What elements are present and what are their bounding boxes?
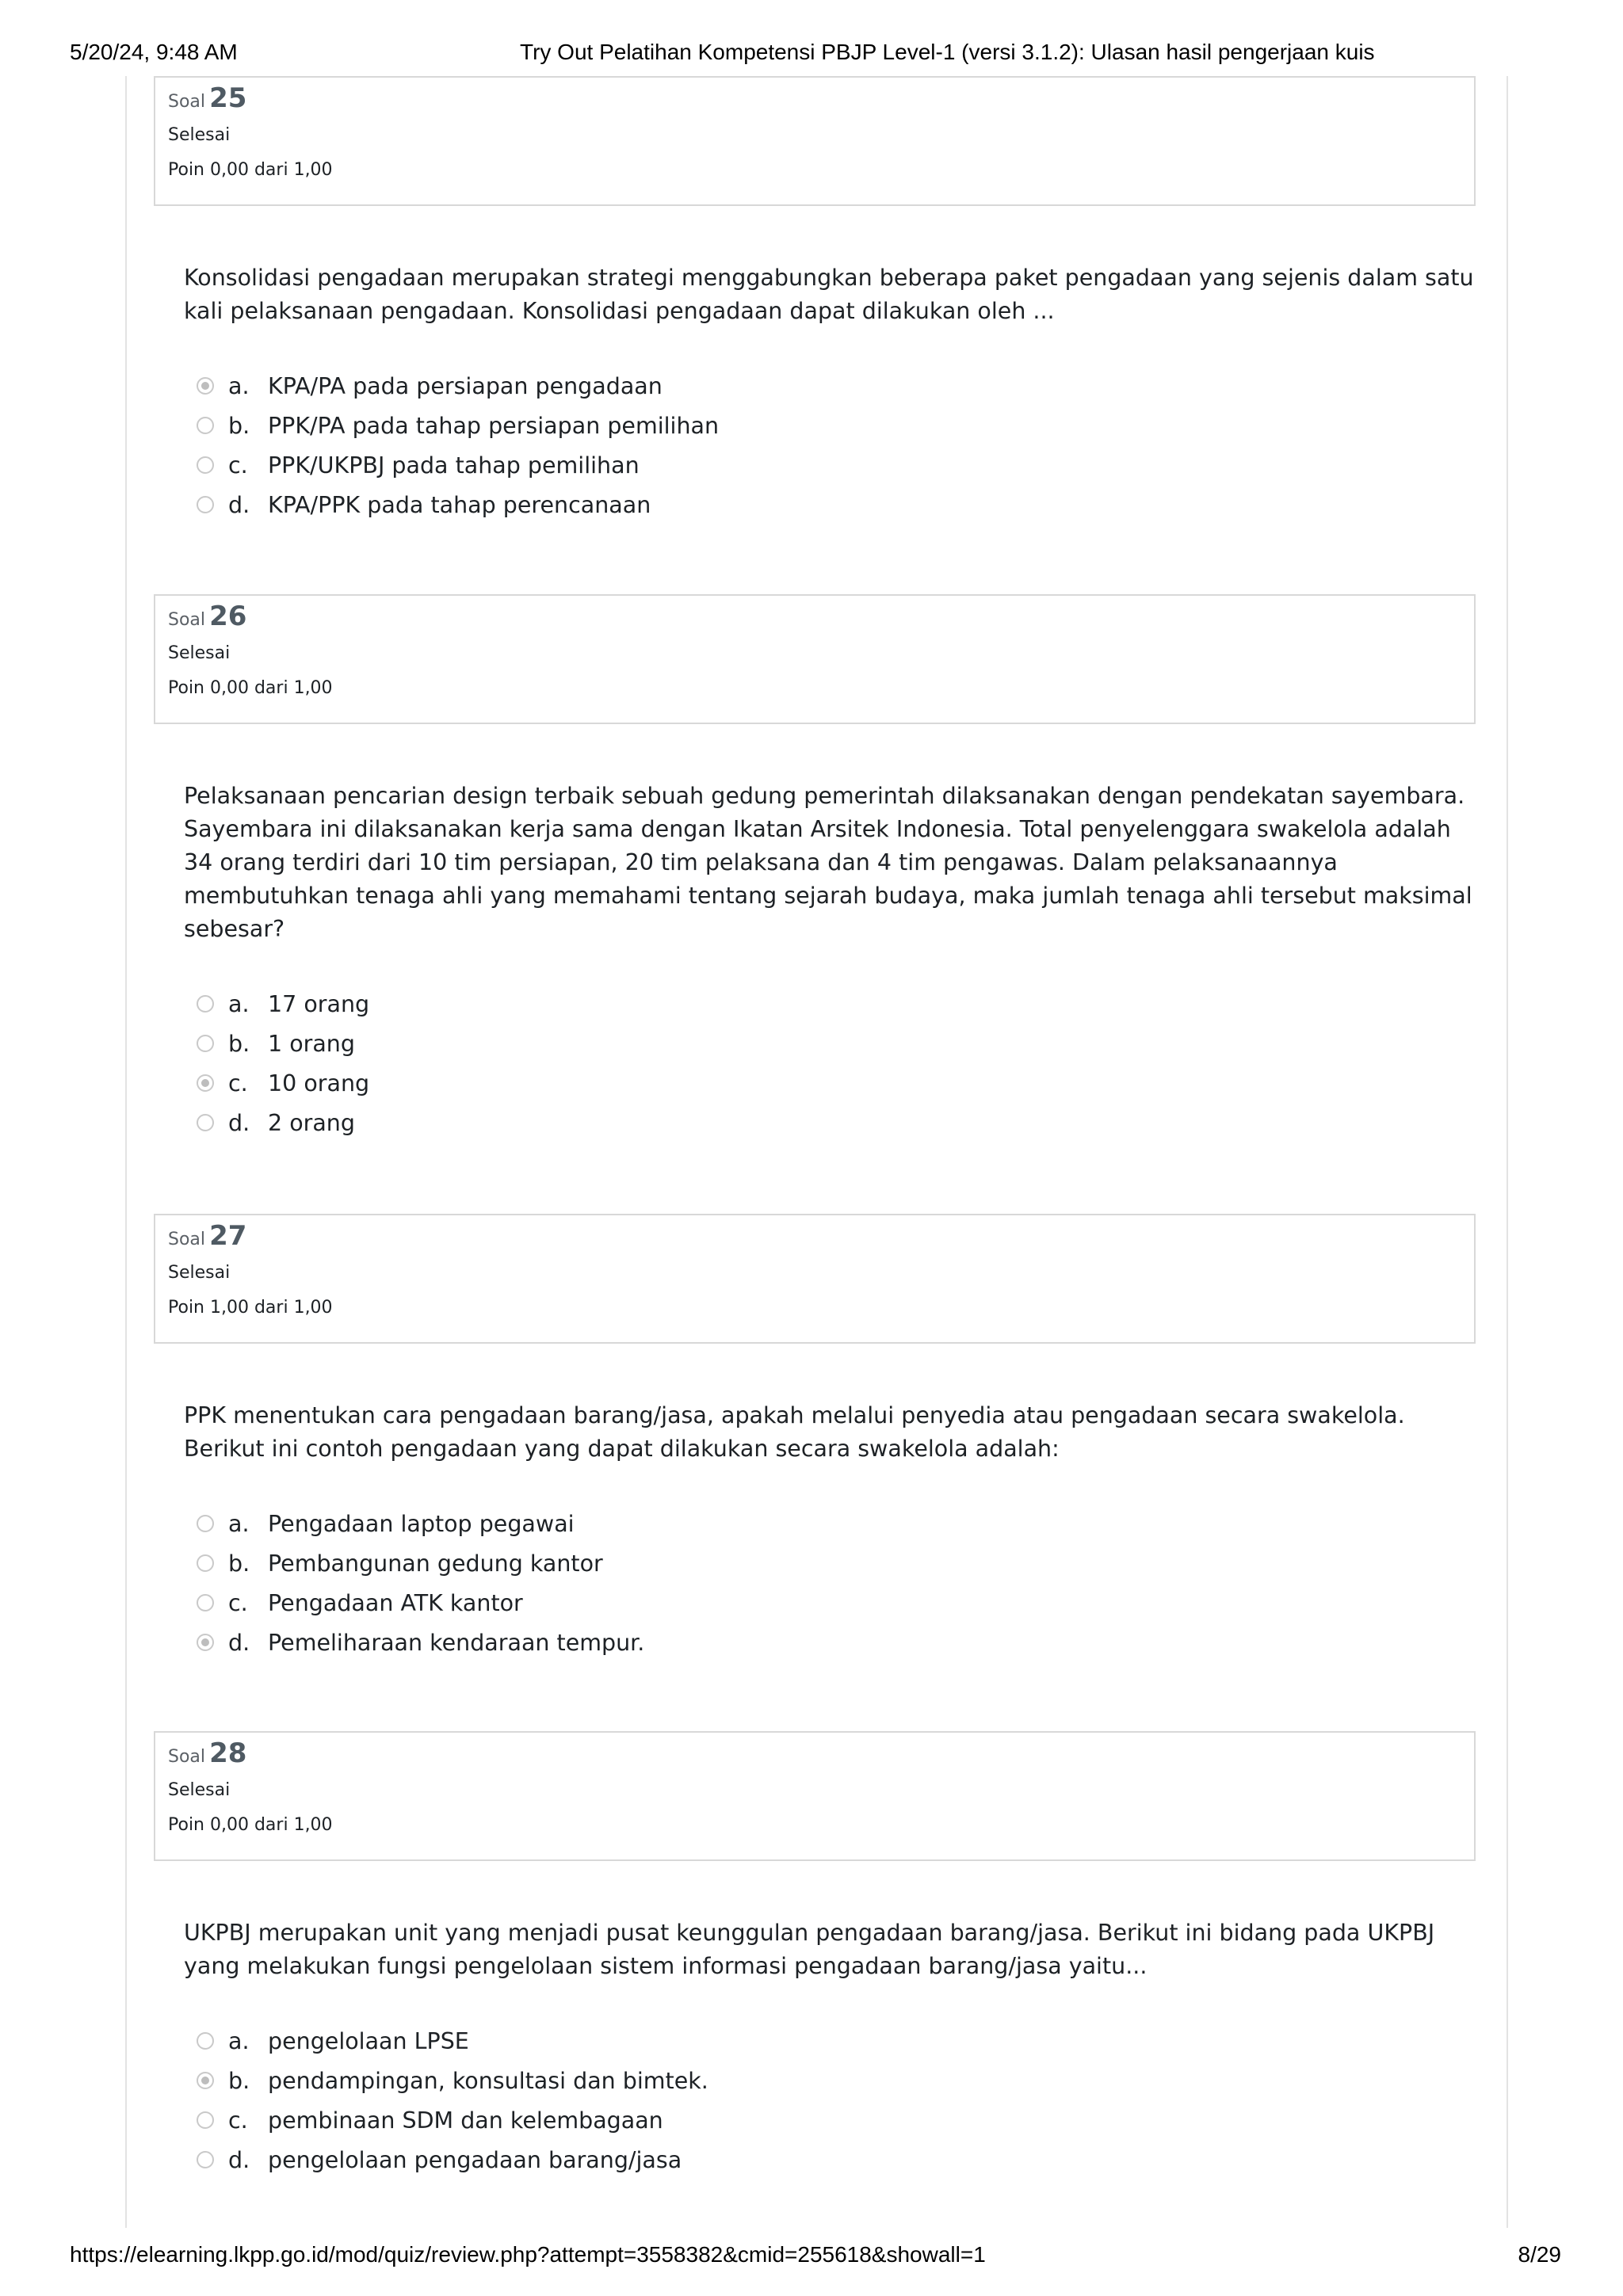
answer-option[interactable] <box>197 2021 1476 2061</box>
print-header <box>0 40 1623 71</box>
answer-option[interactable] <box>197 1504 1476 1543</box>
question-info-box <box>154 594 1476 724</box>
question-grade: Poin 0,00 dari 1,00 <box>168 160 333 180</box>
radio-unchecked-icon[interactable] <box>197 2111 214 2129</box>
answer-text: Pembangunan gedung kantor <box>268 1550 603 1577</box>
question-number-label: Soal <box>168 610 206 630</box>
answer-text: KPA/PPK pada tahap perencanaan <box>268 491 651 518</box>
question-info-box <box>154 1731 1476 1861</box>
answer-letter: c. <box>228 1070 248 1097</box>
question-number-value: 28 <box>209 1737 247 1769</box>
answer-list <box>154 1504 1476 1662</box>
question-state: Selesai <box>168 1780 231 1800</box>
radio-unchecked-icon[interactable] <box>197 1594 214 1611</box>
print-datetime: 5/20/24, 9:48 AM <box>70 40 238 64</box>
answer-letter: b. <box>228 1030 250 1057</box>
answer-list <box>154 366 1476 524</box>
question-info-box <box>154 1214 1476 1344</box>
radio-checked-icon[interactable] <box>197 1074 214 1092</box>
answer-letter: b. <box>228 1550 250 1577</box>
answer-text: Pemeliharaan kendaraan tempur. <box>268 1629 645 1656</box>
answer-option[interactable] <box>197 1103 1476 1142</box>
answer-letter: a. <box>228 372 250 399</box>
question-grade: Poin 1,00 dari 1,00 <box>168 1298 333 1318</box>
print-page-number: 8/29 <box>1518 2242 1561 2267</box>
answer-option[interactable] <box>197 2061 1476 2100</box>
question-number-label: Soal <box>168 1230 206 1249</box>
answer-letter: c. <box>228 2107 248 2134</box>
answer-letter: c. <box>228 452 248 479</box>
answer-letter: a. <box>228 2027 250 2054</box>
answer-letter: d. <box>228 491 250 518</box>
answer-list <box>154 984 1476 1142</box>
radio-unchecked-icon[interactable] <box>197 2151 214 2168</box>
answer-option[interactable] <box>197 485 1476 524</box>
radio-unchecked-icon[interactable] <box>197 1515 214 1532</box>
answer-option[interactable] <box>197 445 1476 485</box>
question-block <box>154 1731 1476 2180</box>
answer-text: Pengadaan laptop pegawai <box>268 1510 575 1537</box>
question-number <box>168 1737 1461 1774</box>
answer-letter: b. <box>228 2067 250 2094</box>
question-number <box>168 601 1461 637</box>
answer-letter: d. <box>228 1629 250 1656</box>
answer-letter: d. <box>228 2146 250 2173</box>
answer-text: 10 orang <box>268 1070 370 1097</box>
answer-text: 1 orang <box>268 1030 355 1057</box>
answer-text: pengelolaan LPSE <box>268 2027 469 2054</box>
answer-text: 17 orang <box>268 990 370 1017</box>
radio-unchecked-icon[interactable] <box>197 1035 214 1052</box>
answer-option[interactable] <box>197 1583 1476 1623</box>
question-number-label: Soal <box>168 1747 206 1767</box>
answer-text: KPA/PA pada persiapan pengadaan <box>268 372 663 399</box>
answer-option[interactable] <box>197 406 1476 445</box>
answer-option[interactable] <box>197 1063 1476 1103</box>
answer-text: pengelolaan pengadaan barang/jasa <box>268 2146 682 2173</box>
answer-option[interactable] <box>197 1543 1476 1583</box>
answer-text: pembinaan SDM dan kelembagaan <box>268 2107 663 2134</box>
answer-option[interactable] <box>197 1024 1476 1063</box>
answer-option[interactable] <box>197 2100 1476 2140</box>
question-text: Pelaksanaan pencarian design terbaik sebuah gedung pemerintah dilaksanakan dengan pendekatan sayembara. Sayembara ini dilaksanakan kerja sama dengan Ikatan Arsitek Indonesia. Total penyelenggara swakelola adalah 34 orang terdiri dari 10 tim persiapan, 20 tim pelaksana dan 4 tim pengawas. Dalam pelaksanaannya membutuhkan tenaga ahli yang memahami tentang sejarah budaya, maka jumlah tenaga ahli tersebut maksimal sebesar? <box>184 783 1472 942</box>
answer-text: Pengadaan ATK kantor <box>268 1589 523 1616</box>
question-block <box>154 594 1476 1142</box>
answer-option[interactable] <box>197 1623 1476 1662</box>
radio-checked-icon[interactable] <box>197 2072 214 2089</box>
answer-letter: c. <box>228 1589 248 1616</box>
question-number-value: 25 <box>209 82 247 114</box>
answer-text: PPK/PA pada tahap persiapan pemilihan <box>268 412 720 439</box>
answer-letter: a. <box>228 1510 250 1537</box>
radio-unchecked-icon[interactable] <box>197 1554 214 1572</box>
question-text: Konsolidasi pengadaan merupakan strategi menggabungkan beberapa paket pengadaan yang sejenis dalam satu kali pelaksanaan pengadaan. Konsolidasi pengadaan dapat dilakukan oleh ... <box>184 265 1474 324</box>
print-title: Try Out Pelatihan Kompetensi PBJP Level-1 (versi 3.1.2): Ulasan hasil pengerjaan kuis <box>520 40 1375 64</box>
print-footer <box>0 2242 1623 2274</box>
answer-letter: a. <box>228 990 250 1017</box>
answer-letter: d. <box>228 1109 250 1136</box>
answer-letter: b. <box>228 412 250 439</box>
question-state: Selesai <box>168 125 231 145</box>
radio-unchecked-icon[interactable] <box>197 995 214 1013</box>
question-state: Selesai <box>168 643 231 663</box>
radio-unchecked-icon[interactable] <box>197 1114 214 1131</box>
answer-text: PPK/UKPBJ pada tahap pemilihan <box>268 452 640 479</box>
question-text: PPK menentukan cara pengadaan barang/jasa, apakah melalui penyedia atau pengadaan secara swakelola. Berikut ini contoh pengadaan yang dapat dilakukan secara swakelola adalah: <box>184 1402 1405 1462</box>
radio-checked-icon[interactable] <box>197 1634 214 1651</box>
question-block <box>154 1214 1476 1662</box>
question-number-label: Soal <box>168 92 206 112</box>
answer-list <box>154 2021 1476 2180</box>
question-grade: Poin 0,00 dari 1,00 <box>168 1815 333 1835</box>
radio-unchecked-icon[interactable] <box>197 456 214 474</box>
question-number <box>168 82 1461 119</box>
question-block <box>154 76 1476 524</box>
radio-unchecked-icon[interactable] <box>197 496 214 513</box>
question-number <box>168 1220 1461 1257</box>
radio-checked-icon[interactable] <box>197 377 214 395</box>
answer-text: pendampingan, konsultasi dan bimtek. <box>268 2067 708 2094</box>
radio-unchecked-icon[interactable] <box>197 417 214 434</box>
question-state: Selesai <box>168 1263 231 1283</box>
question-number-value: 26 <box>209 601 247 632</box>
answer-option[interactable] <box>197 366 1476 406</box>
answer-text: 2 orang <box>268 1109 355 1136</box>
question-text: UKPBJ merupakan unit yang menjadi pusat keunggulan pengadaan barang/jasa. Berikut ini bidang pada UKPBJ yang melakukan fungsi pengelolaan sistem informasi pengadaan barang/jasa yaitu... <box>184 1920 1435 1979</box>
radio-unchecked-icon[interactable] <box>197 2032 214 2050</box>
question-info-box <box>154 76 1476 206</box>
answer-option[interactable] <box>197 984 1476 1024</box>
question-grade: Poin 0,00 dari 1,00 <box>168 678 333 698</box>
answer-option[interactable] <box>197 2140 1476 2180</box>
question-number-value: 27 <box>209 1220 247 1252</box>
print-url: https://elearning.lkpp.go.id/mod/quiz/review.php?attempt=3558382&cmid=255618&showall=1 <box>70 2242 986 2267</box>
